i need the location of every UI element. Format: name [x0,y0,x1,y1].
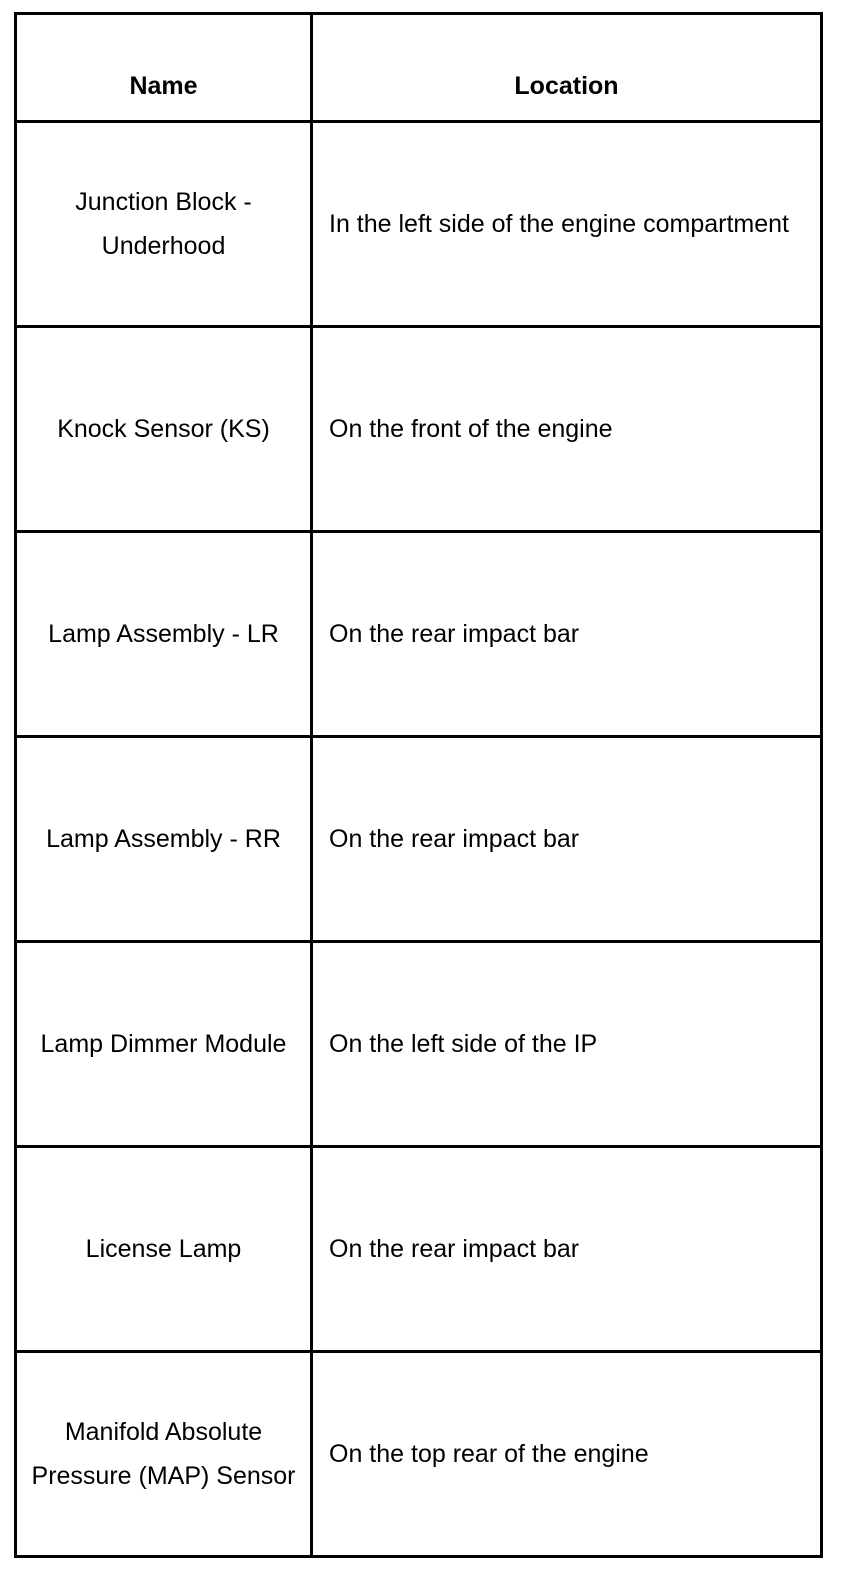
table-row [16,942,822,1147]
location-cell: In the left side of the engine compartment [312,122,822,327]
location-cell: On the rear impact bar [312,1147,822,1352]
table-row [16,532,822,737]
name-cell: Manifold Absolute Pressure (MAP) Sensor [16,1352,312,1557]
component-location-table [14,12,823,1558]
header-row [16,14,822,122]
name-cell: Lamp Assembly - LR [16,532,312,737]
column-header-name: Name [16,14,312,122]
location-cell: On the front of the engine [312,327,822,532]
name-cell: Junction Block - Underhood [16,122,312,327]
location-cell: On the left side of the IP [312,942,822,1147]
table-row [16,122,822,327]
table-row [16,737,822,942]
name-cell: Knock Sensor (KS) [16,327,312,532]
column-header-location: Location [312,14,822,122]
location-cell: On the rear impact bar [312,532,822,737]
table-row [16,1147,822,1352]
name-cell: Lamp Assembly - RR [16,737,312,942]
location-cell: On the top rear of the engine [312,1352,822,1557]
table-row [16,1352,822,1557]
name-cell: License Lamp [16,1147,312,1352]
location-cell: On the rear impact bar [312,737,822,942]
name-cell: Lamp Dimmer Module [16,942,312,1147]
table-row [16,327,822,532]
